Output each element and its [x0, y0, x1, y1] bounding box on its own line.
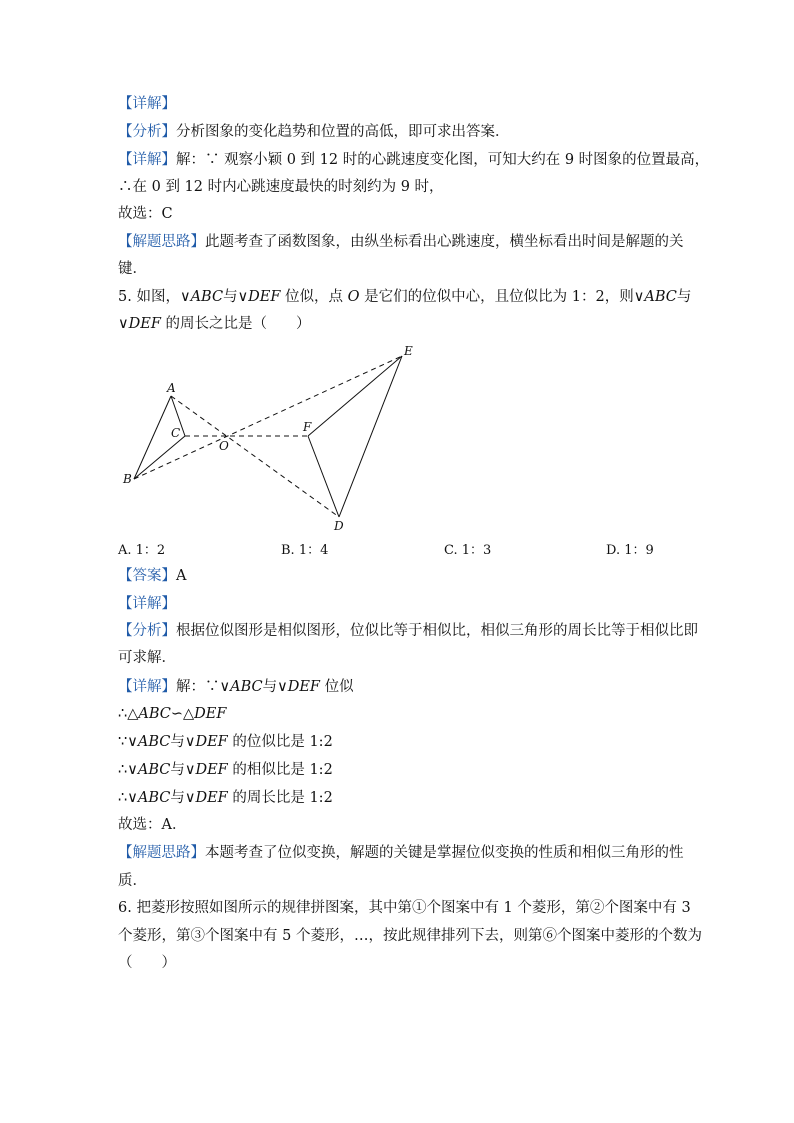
step-text: ∴ [118, 706, 128, 722]
choice-a: A. 1：2 [118, 543, 166, 558]
solution-step-4 [118, 760, 678, 780]
step-text: 的位似比是 1:2 [227, 734, 333, 750]
stem-text: 是它们的位似中心，且位似比为 1：2，则 [359, 289, 634, 305]
solution-step-1 [118, 677, 678, 697]
step-text: 解：∵ [176, 679, 220, 695]
label-c: C [171, 426, 181, 440]
similarity-statement: △ABC∽△DEF [127, 706, 227, 722]
step-text: 与 [170, 734, 185, 750]
answer-choice-line: 故选：C [118, 206, 173, 222]
triangle-def: ∨DEF [184, 790, 228, 806]
dashed-ad [171, 396, 339, 517]
homothety-figure [115, 340, 425, 540]
idea-tag: 【解题思路】 [118, 845, 205, 861]
triangle-def: ∨DEF [184, 762, 228, 778]
triangle-abc: ∨ABC [127, 762, 171, 778]
triangle-def: ∨DEF [118, 316, 161, 332]
question-5-stem-cont [118, 314, 678, 334]
choice-c: C. 1：3 [444, 543, 492, 558]
question-5-stem [118, 287, 692, 307]
triangle-def: ∨DEF [237, 289, 281, 305]
choice-d: D. 1：9 [606, 543, 654, 558]
segment-fd [308, 436, 339, 517]
solution-step-5 [118, 788, 678, 808]
analysis-line [118, 621, 698, 641]
label-e: E [404, 344, 413, 358]
label-o: O [219, 439, 229, 453]
detail-line [118, 150, 710, 170]
idea-line [118, 843, 684, 863]
point-o: O [347, 289, 360, 305]
step-text: ∴ [118, 762, 128, 778]
segment-ef [308, 356, 402, 436]
analysis-tag: 【分析】 [118, 124, 176, 140]
segment-ab [134, 396, 171, 479]
dashed-be [134, 356, 402, 479]
analysis-text-cont: 可求解． [118, 650, 176, 666]
label-b: B [123, 472, 132, 486]
question-6-stem: 6. 把菱形按照如图所示的规律拼图案，其中第①个图案中有 1 个菱形，第②个图案中有 3 [118, 900, 691, 916]
step-text: 的周长比是 1:2 [227, 790, 333, 806]
detail-tag: 【详解】 [118, 679, 176, 695]
triangle-abc: ∨ABC [633, 289, 677, 305]
triangle-abc: ∨ABC [127, 734, 171, 750]
step-text: 与 [262, 679, 278, 695]
solution-step-2 [118, 704, 678, 724]
detail-header: 【详解】 [118, 596, 176, 612]
triangle-def: ∨DEF [184, 734, 228, 750]
detail-text: 解：∵ 观察小颖 0 到 12 时的心跳速度变化图，可知大约在 9 时图象的位置最高， [176, 152, 710, 168]
detail-header: 【详解】 [118, 96, 176, 112]
choice-b: B. 1：4 [281, 543, 329, 558]
step-text: 与 [170, 790, 185, 806]
idea-tag: 【解题思路】 [118, 234, 205, 250]
segment-cb [134, 436, 185, 479]
detail-tag: 【详解】 [118, 152, 176, 168]
step-text: ∴ [118, 790, 128, 806]
triangle-abc: ∨ABC [127, 790, 171, 806]
triangle-abc: ∨ABC [179, 289, 224, 305]
answer-choice-line: 故选：A． [118, 817, 187, 833]
analysis-line [118, 122, 678, 142]
step-text: ∵ [118, 734, 128, 750]
question-6-bracket: （ ） [118, 955, 176, 971]
idea-text-cont: 键． [118, 261, 147, 277]
step-text: 的相似比是 1:2 [227, 762, 333, 778]
question-6-stem-cont: 个菱形，第③个图案中有 5 个菱形，…，按此规律排列下去，则第⑥个图案中菱形的个数为 [118, 928, 702, 944]
solution-step-3 [118, 732, 678, 752]
triangle-def: ∨DEF [277, 679, 320, 695]
stem-text: 与 [676, 289, 692, 305]
idea-line [118, 232, 684, 252]
idea-text: 本题考查了位似变换，解题的关键是掌握位似变换的性质和相似三角形的性 [205, 845, 684, 861]
idea-text: 此题考查了函数图象，由纵坐标看出心跳速度，横坐标看出时间是解题的关 [205, 234, 684, 250]
answer-tag: 【答案】 [118, 568, 176, 584]
label-d: D [334, 519, 344, 533]
label-f: F [303, 420, 312, 434]
stem-text: 的周长之比是（ ） [160, 316, 311, 332]
step-text: 与 [170, 762, 185, 778]
question-5-choices [118, 539, 678, 559]
stem-text: 与 [223, 289, 238, 305]
stem-text: 位似，点 [280, 289, 348, 305]
answer-value: A [176, 568, 187, 584]
analysis-text: 根据位似图形是相似图形，位似比等于相似比，相似三角形的周长比等于相似比即 [176, 623, 698, 639]
analysis-text: 分析图象的变化趋势和位置的高低，即可求出答案． [176, 124, 510, 140]
analysis-tag: 【分析】 [118, 623, 176, 639]
label-a: A [167, 381, 176, 395]
stem-text: 5. 如图， [118, 289, 180, 305]
idea-text-cont: 质． [118, 873, 147, 889]
answer-line [118, 566, 678, 586]
detail-conclusion: ∴在 0 到 12 时内心跳速度最快的时刻约为 9 时， [118, 179, 444, 195]
triangle-abc: ∨ABC [219, 679, 263, 695]
step-text: 位似 [320, 679, 354, 695]
